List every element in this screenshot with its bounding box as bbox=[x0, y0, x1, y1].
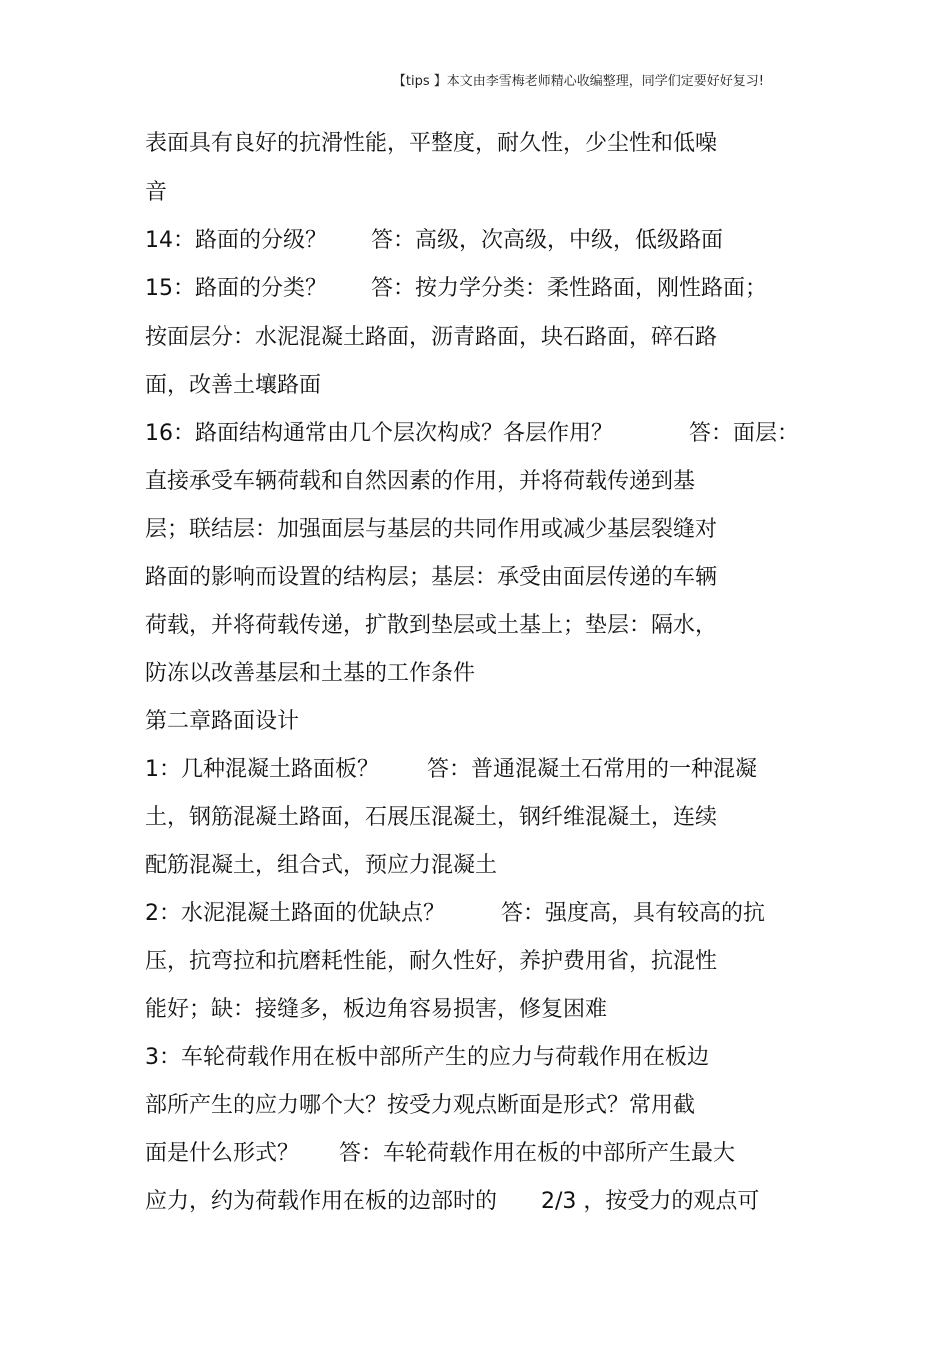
text-line: 路面的影响而设置的结构层；基层：承受由面层传递的车辆 bbox=[145, 565, 718, 590]
text-line: 音 bbox=[145, 180, 168, 205]
question-line bbox=[145, 419, 799, 449]
question-text: 16：路面结构通常由几个层次构成？各层作用？ bbox=[145, 421, 613, 446]
answer-text: 应力，约为荷载作用在板的边部时的 bbox=[145, 1189, 498, 1214]
text-line: 防冻以改善基层和土基的工作条件 bbox=[145, 661, 476, 686]
text-line: 按面层分：水泥混凝土路面，沥青路面，块石路面，碎石路 bbox=[145, 325, 718, 350]
answer-text: 2/3 ，按受力的观点可 bbox=[541, 1189, 760, 1214]
text-line: 3：车轮荷载作用在板中部所产生的应力与荷载作用在板边 bbox=[145, 1045, 709, 1070]
question-line bbox=[145, 899, 765, 929]
text-line: 压，抗弯拉和抗磨耗性能，耐久性好，养护费用省，抗混性 bbox=[145, 949, 718, 974]
text-line: 部所产生的应力哪个大？按受力观点断面是形式？常用截 bbox=[145, 1093, 696, 1118]
question-text: 14：路面的分级？ bbox=[145, 228, 327, 253]
chapter-heading: 第二章路面设计 bbox=[145, 709, 300, 734]
answer-text: 答：普通混凝土石常用的一种混凝 bbox=[427, 757, 758, 782]
text-line: 荷载，并将荷载传递，扩散到垫层或土基上；垫层：隔水， bbox=[145, 613, 718, 638]
text-line: 能好；缺：接缝多，板边角容易损害，修复困难 bbox=[145, 997, 608, 1022]
question-line bbox=[145, 274, 767, 304]
question-text: 1：几种混凝土路面板？ bbox=[145, 757, 379, 782]
question-text: 2：水泥混凝土路面的优缺点？ bbox=[145, 901, 445, 926]
header-tips-note: 【tips 】本文由李雪梅老师精心收编整理，同学们定要好好复习! bbox=[392, 74, 764, 89]
answer-text: 答：高级，次高级，中级，低级路面 bbox=[371, 228, 724, 253]
text-line: 直接承受车辆荷载和自然因素的作用，并将荷载传递到基 bbox=[145, 469, 696, 494]
question-text: 15：路面的分类？ bbox=[145, 276, 327, 301]
text-line: 表面具有良好的抗滑性能，平整度，耐久性，少尘性和低噪 bbox=[145, 131, 718, 156]
text-line: 面，改善土壤路面 bbox=[145, 373, 322, 398]
text-line: 配筋混凝土，组合式，预应力混凝土 bbox=[145, 853, 498, 878]
question-line bbox=[145, 755, 757, 785]
question-text: 面是什么形式？ bbox=[145, 1141, 300, 1166]
question-line bbox=[145, 226, 723, 256]
question-line bbox=[145, 1139, 735, 1169]
answer-text: 答：强度高，具有较高的抗 bbox=[501, 901, 766, 926]
answer-text: 答：面层： bbox=[689, 421, 800, 446]
text-line: 层；联结层：加强面层与基层的共同作用或减少基层裂缝对 bbox=[145, 517, 718, 542]
answer-text: 答：车轮荷载作用在板的中部所产生最大 bbox=[339, 1141, 736, 1166]
answer-text: 答：按力学分类：柔性路面，刚性路面； bbox=[371, 276, 768, 301]
text-line: 土，钢筋混凝土路面，石展压混凝土，钢纤维混凝土，连续 bbox=[145, 805, 718, 830]
text-line bbox=[145, 1187, 759, 1217]
